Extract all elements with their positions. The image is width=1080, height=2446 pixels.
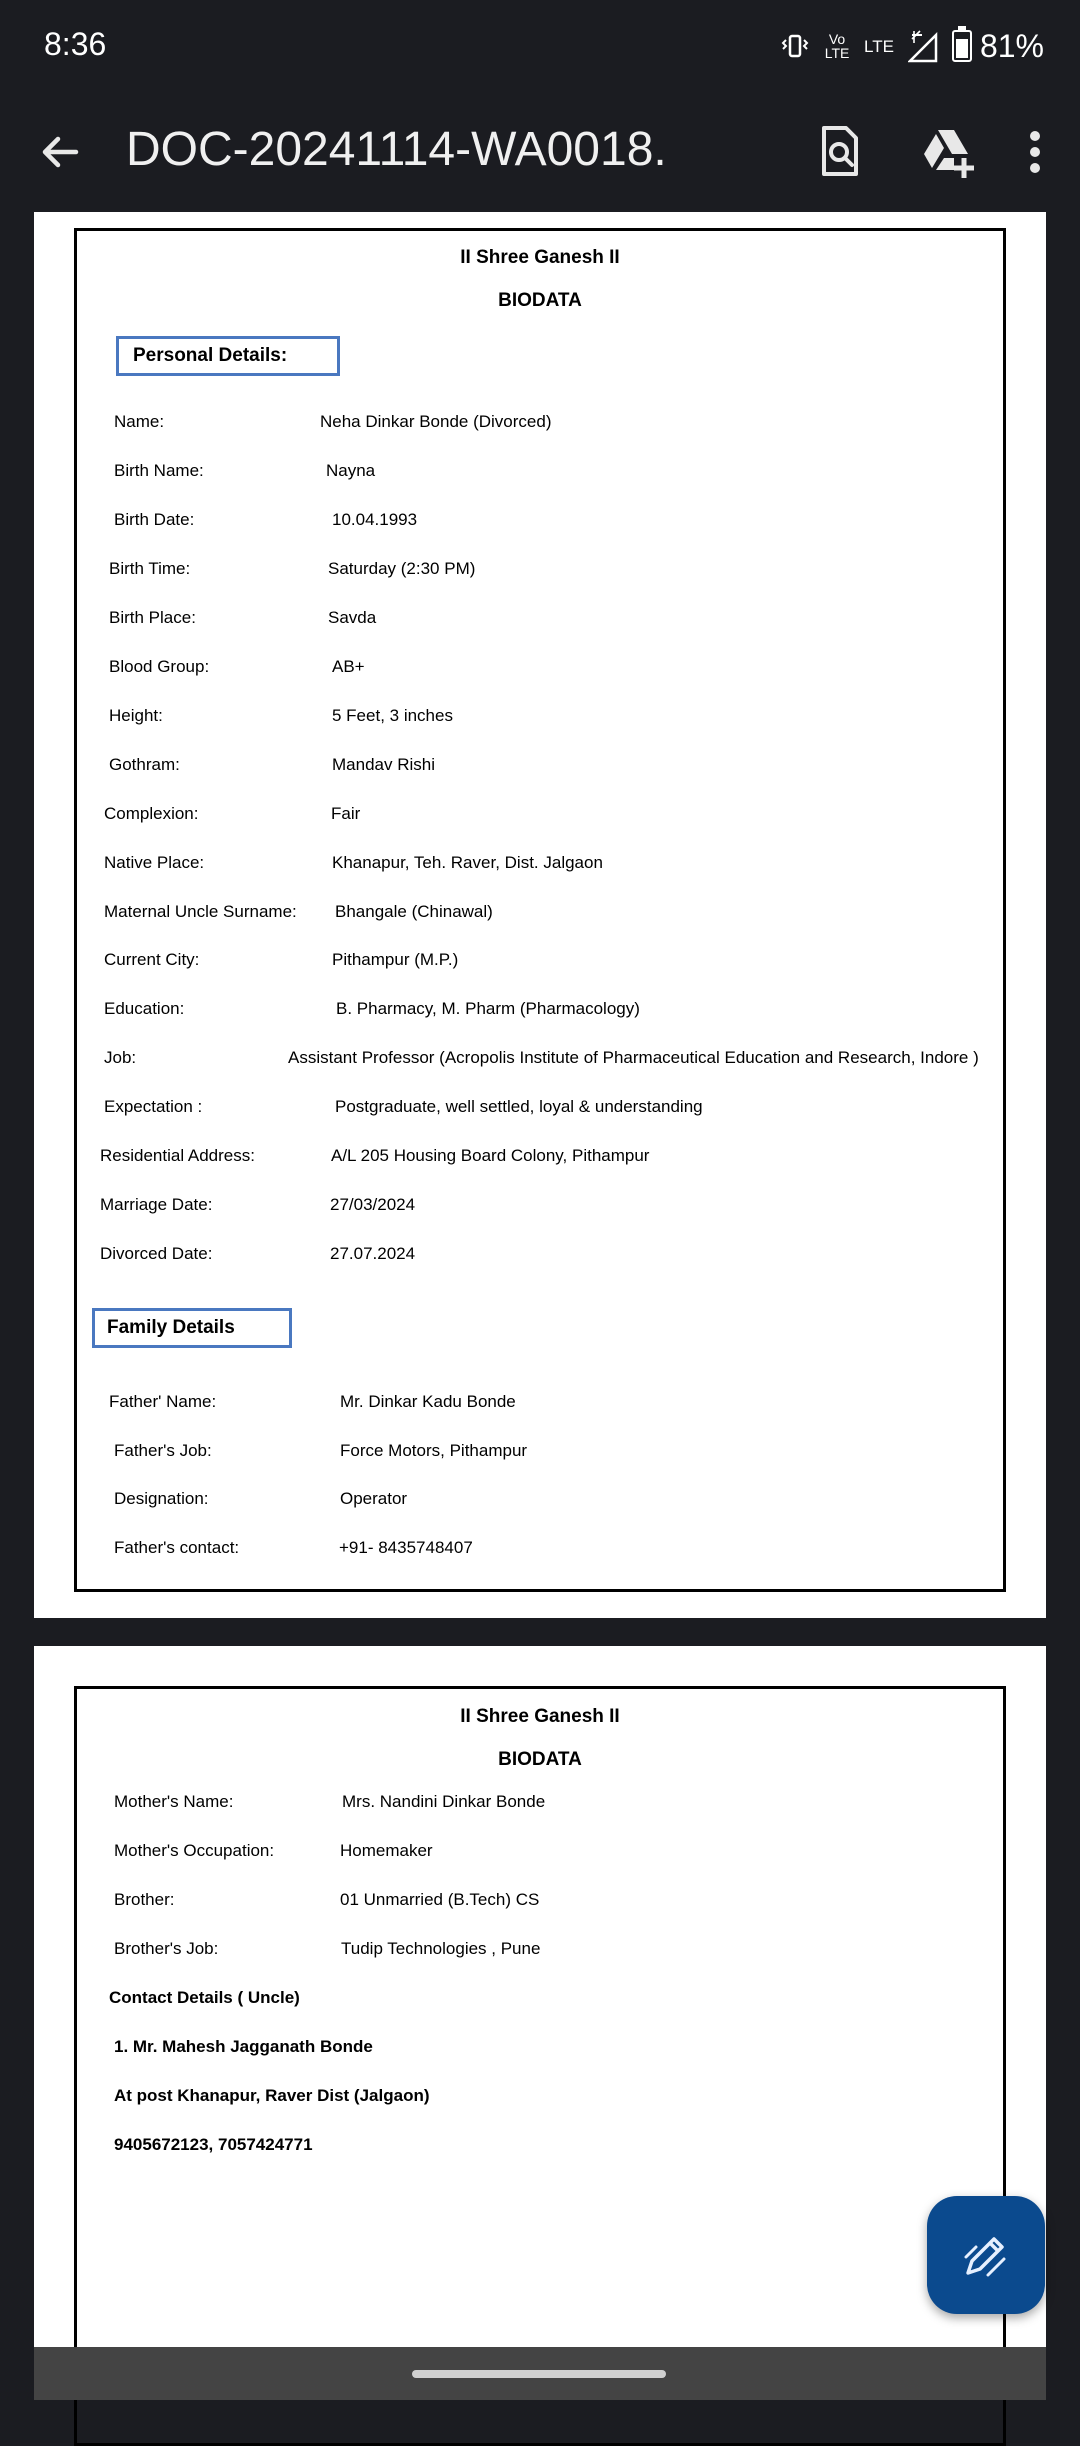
- label-gothram: Gothram:: [109, 755, 180, 774]
- value-complexion: Fair: [331, 804, 361, 823]
- label-brother: Brother:: [114, 1890, 175, 1909]
- status-bar: [0, 0, 1080, 92]
- label-birth-date: Birth Date:: [114, 510, 195, 529]
- document-title: DOC-20241114-WA0018.: [126, 123, 667, 176]
- label-divorced-date: Divorced Date:: [100, 1244, 213, 1263]
- value-mother-name: Mrs. Nandini Dinkar Bonde: [342, 1792, 546, 1811]
- value-birth-time: Saturday (2:30 PM): [328, 559, 476, 578]
- label-father-contact: Father's contact:: [114, 1538, 240, 1557]
- lte-signal-icon: [908, 29, 938, 63]
- label-father-job: Father's Job:: [114, 1441, 212, 1460]
- status-icons: [780, 24, 1044, 68]
- page-1-header: II Shree Ganesh II: [460, 247, 620, 268]
- family-details-heading: Family Details: [92, 1308, 292, 1348]
- personal-details-heading: Personal Details:: [116, 336, 340, 376]
- page-2-header: II Shree Ganesh II: [460, 1706, 620, 1727]
- value-brother-job: Tudip Technologies , Pune: [341, 1939, 541, 1958]
- label-education: Education:: [104, 999, 185, 1018]
- value-divorced-date: 27.07.2024: [330, 1244, 416, 1263]
- edit-fab-button[interactable]: [927, 2196, 1045, 2314]
- status-time: 8:36: [44, 26, 107, 62]
- label-blood-group: Blood Group:: [109, 657, 210, 676]
- value-job: Assistant Professor (Acropolis Institute of Pharmaceutical Education and Research, Indore ): [288, 1048, 979, 1067]
- lte-label: LTE: [864, 36, 894, 56]
- battery-indicator: [952, 28, 1044, 65]
- label-mother-occupation: Mother's Occupation:: [114, 1841, 275, 1860]
- search-document-icon[interactable]: [812, 122, 868, 182]
- label-current-city: Current City:: [104, 950, 200, 969]
- page-1-biodata-title: BIODATA: [498, 290, 582, 311]
- value-education: B. Pharmacy, M. Pharm (Pharmacology): [336, 999, 640, 1018]
- value-name: Neha Dinkar Bonde (Divorced): [320, 412, 552, 431]
- label-name: Name:: [114, 412, 165, 431]
- label-birth-time: Birth Time:: [109, 559, 191, 578]
- label-complexion: Complexion:: [104, 804, 199, 823]
- battery-percent: 81%: [979, 27, 1044, 64]
- battery-icon: [952, 30, 972, 62]
- value-designation: Operator: [340, 1489, 408, 1508]
- label-designation: Designation:: [114, 1489, 209, 1508]
- label-native-place: Native Place:: [104, 853, 205, 872]
- label-expectation: Expectation :: [104, 1097, 203, 1116]
- value-maternal-uncle: Bhangale (Chinawal): [335, 902, 493, 921]
- home-gesture-handle[interactable]: [412, 2370, 666, 2378]
- label-height: Height:: [109, 706, 163, 725]
- value-father-job: Force Motors, Pithampur: [340, 1441, 528, 1460]
- contact-uncle-address: At post Khanapur, Raver Dist (Jalgaon): [114, 2086, 430, 2105]
- value-mother-occupation: Homemaker: [340, 1841, 433, 1860]
- label-birth-name: Birth Name:: [114, 461, 204, 480]
- value-residential-address: A/L 205 Housing Board Colony, Pithampur: [331, 1146, 650, 1165]
- value-marriage-date: 27/03/2024: [330, 1195, 416, 1214]
- document-page-2: [34, 1646, 1046, 2400]
- edit-pen-icon: [960, 2229, 1012, 2281]
- label-father-name: Father' Name:: [109, 1392, 217, 1411]
- value-gothram: Mandav Rishi: [332, 755, 435, 774]
- contact-uncle-phones: 9405672123, 7057424771: [114, 2135, 313, 2154]
- value-current-city: Pithampur (M.P.): [332, 950, 459, 969]
- document-page-1: [34, 212, 1046, 1618]
- label-job: Job:: [104, 1048, 137, 1067]
- label-marriage-date: Marriage Date:: [100, 1195, 213, 1214]
- label-birth-place: Birth Place:: [109, 608, 196, 627]
- value-native-place: Khanapur, Teh. Raver, Dist. Jalgaon: [332, 853, 603, 872]
- label-mother-name: Mother's Name:: [114, 1792, 234, 1811]
- page-2-biodata-title: BIODATA: [498, 1749, 582, 1770]
- more-vert-icon[interactable]: [1020, 122, 1050, 182]
- volte-icon: Vo LTE: [824, 31, 850, 61]
- value-blood-group: AB+: [332, 657, 365, 676]
- value-height: 5 Feet, 3 inches: [332, 706, 453, 725]
- value-brother: 01 Unmarried (B.Tech) CS: [340, 1890, 540, 1909]
- value-expectation: Postgraduate, well settled, loyal & understanding: [335, 1097, 703, 1116]
- value-father-name: Mr. Dinkar Kadu Bonde: [340, 1392, 516, 1411]
- contact-uncle-name: 1. Mr. Mahesh Jagganath Bonde: [114, 2037, 373, 2056]
- value-father-contact: +91- 8435748407: [339, 1538, 473, 1557]
- vibrate-icon: [780, 31, 810, 61]
- app-bar: [0, 92, 1080, 212]
- contact-details-title: Contact Details ( Uncle): [109, 1988, 300, 2007]
- value-birth-name: Nayna: [326, 461, 376, 480]
- back-arrow-icon[interactable]: [36, 128, 84, 176]
- label-maternal-uncle: Maternal Uncle Surname:: [104, 902, 297, 921]
- label-brother-job: Brother's Job:: [114, 1939, 219, 1958]
- drive-add-icon[interactable]: [916, 122, 976, 182]
- value-birth-date: 10.04.1993: [332, 510, 418, 529]
- label-residential-address: Residential Address:: [100, 1146, 255, 1165]
- value-birth-place: Savda: [328, 608, 377, 627]
